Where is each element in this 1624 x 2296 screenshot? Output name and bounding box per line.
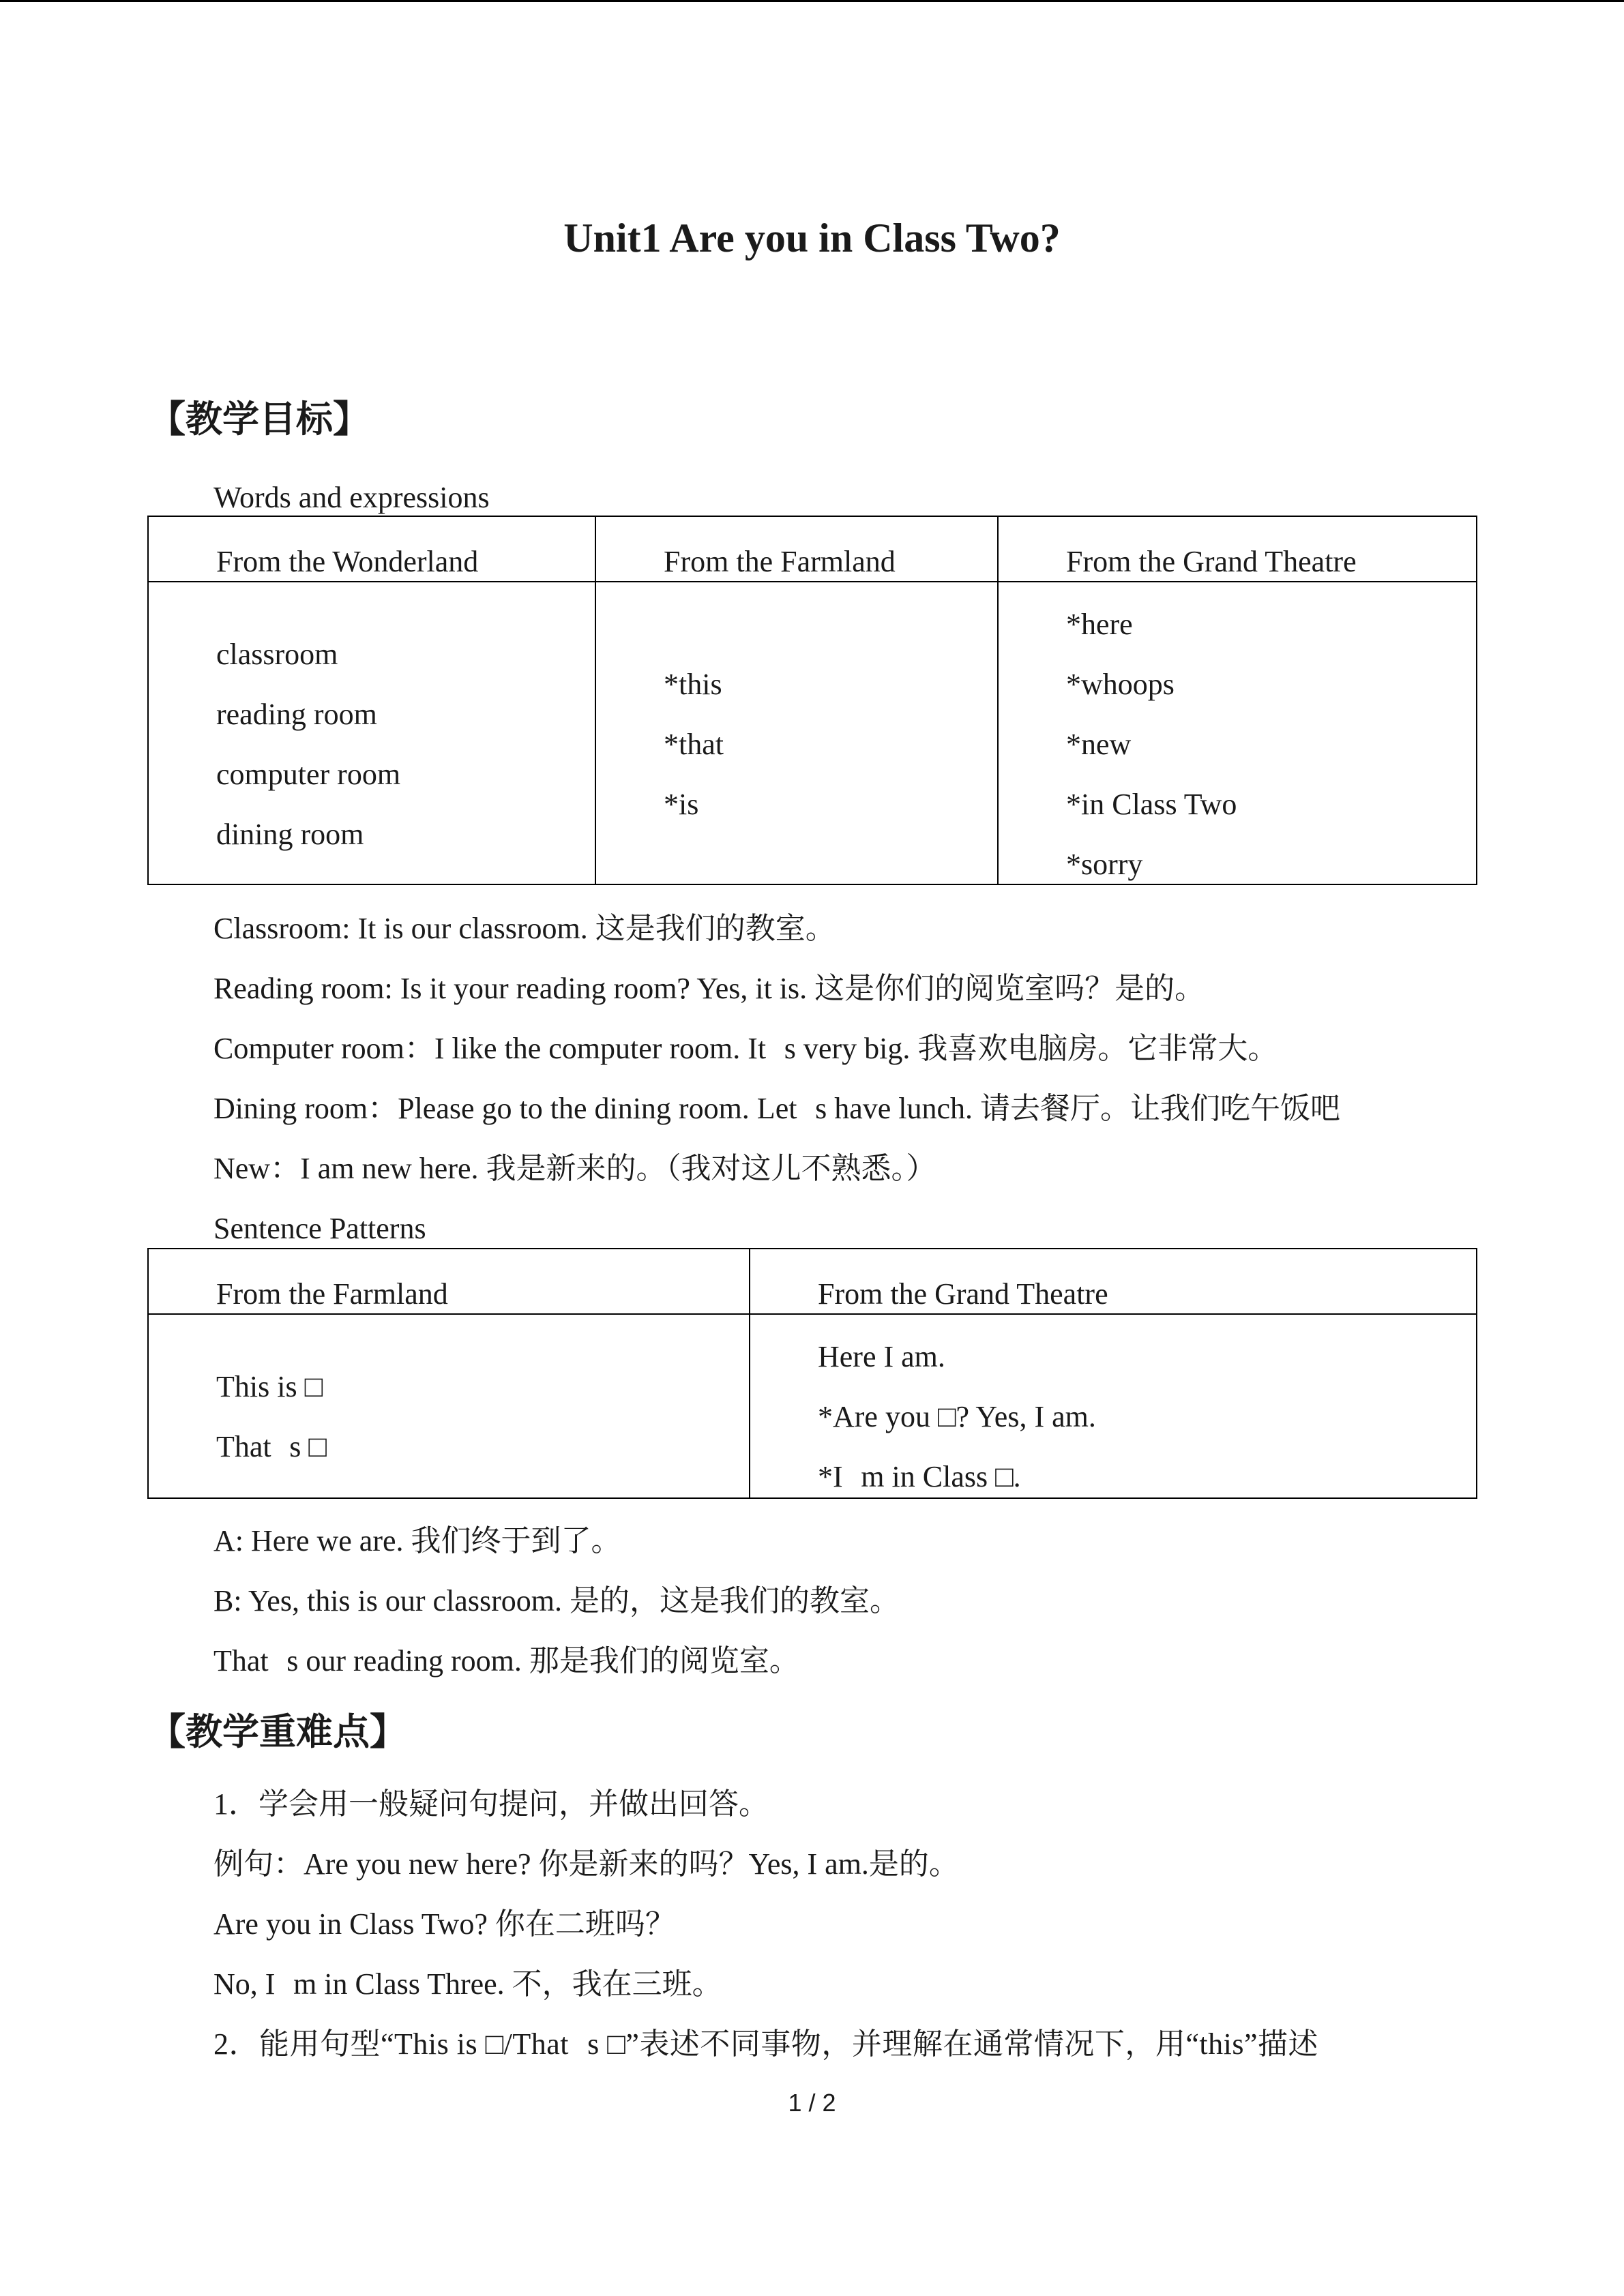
word-item: reading room xyxy=(216,698,377,731)
example-line: New：I am new here. 我是新来的。（我对这儿不熟悉。） xyxy=(213,1152,936,1185)
key-point-line: Are you in Class Two? 你在二班吗？ xyxy=(213,1907,675,1941)
word-item: *here xyxy=(1066,608,1133,641)
dialog-line: A: Here we are. 我们终于到了。 xyxy=(213,1524,621,1557)
word-item: computer room xyxy=(216,758,401,791)
words-table xyxy=(147,516,1477,885)
word-item: *new xyxy=(1066,728,1132,761)
patterns-label: Sentence Patterns xyxy=(213,1212,426,1245)
page-title: Unit1 Are you in Class Two? xyxy=(563,215,1061,260)
patterns-header-grand-theatre: From the Grand Theatre xyxy=(818,1277,1108,1311)
top-border xyxy=(0,0,1624,2)
section-heading-objectives: 【教学目标】 xyxy=(149,398,370,441)
key-point-line: No, Im in Class Three. 不，我在三班。 xyxy=(213,1967,722,2001)
words-header-wonderland: From the Wonderland xyxy=(216,545,479,578)
patterns-header-farmland: From the Farmland xyxy=(216,1277,448,1311)
patterns-table xyxy=(147,1248,1477,1499)
word-item: *that xyxy=(664,728,724,761)
dialog-line: B: Yes, this is our classroom. 是的，这是我们的教室。 xyxy=(213,1584,900,1617)
key-point-line: 例句：Are you new here? 你是新来的吗？Yes, I am.是的。 xyxy=(213,1847,959,1881)
key-point-line: 2．能用句型“This is □/Thats □”表述不同事物，并理解在通常情况下，用“this”描述 xyxy=(213,2027,1319,2061)
page-number: 1 / 2 xyxy=(788,2089,836,2117)
word-item: classroom xyxy=(216,638,338,671)
words-header-grand-theatre: From the Grand Theatre xyxy=(1066,545,1357,578)
word-item: dining room xyxy=(216,818,364,851)
word-item: *this xyxy=(664,668,722,701)
dialog-line: Thats our reading room. 那是我们的阅览室。 xyxy=(213,1644,799,1678)
word-item: *is xyxy=(664,788,699,821)
words-label: Words and expressions xyxy=(213,481,490,514)
example-line: Reading room: Is it your reading room? Yes, it is. 这是你们的阅览室吗？是的。 xyxy=(213,972,1205,1005)
section-heading-key-points: 【教学重难点】 xyxy=(149,1710,407,1753)
words-header-farmland: From the Farmland xyxy=(664,545,896,578)
word-item: *sorry xyxy=(1066,848,1143,881)
example-line: Computer room：I like the computer room. Its very big. 我喜欢电脑房。它非常大。 xyxy=(213,1032,1278,1065)
pattern-item: Thats □ xyxy=(216,1430,327,1463)
example-line: Dining room：Please go to the dining room. Lets have lunch. 请去餐厅。让我们吃午饭吧 xyxy=(213,1092,1341,1125)
pattern-item: This is □ xyxy=(216,1370,323,1403)
pattern-item: *Im in Class □. xyxy=(818,1460,1021,1493)
word-item: *in Class Two xyxy=(1066,788,1237,821)
word-item: *whoops xyxy=(1066,668,1175,701)
pattern-item: Here I am. xyxy=(818,1340,945,1373)
pattern-item: *Are you □? Yes, I am. xyxy=(818,1400,1096,1433)
key-point-line: 1．学会用一般疑问句提问，并做出回答。 xyxy=(213,1787,769,1821)
example-line: Classroom: It is our classroom. 这是我们的教室。 xyxy=(213,912,836,945)
